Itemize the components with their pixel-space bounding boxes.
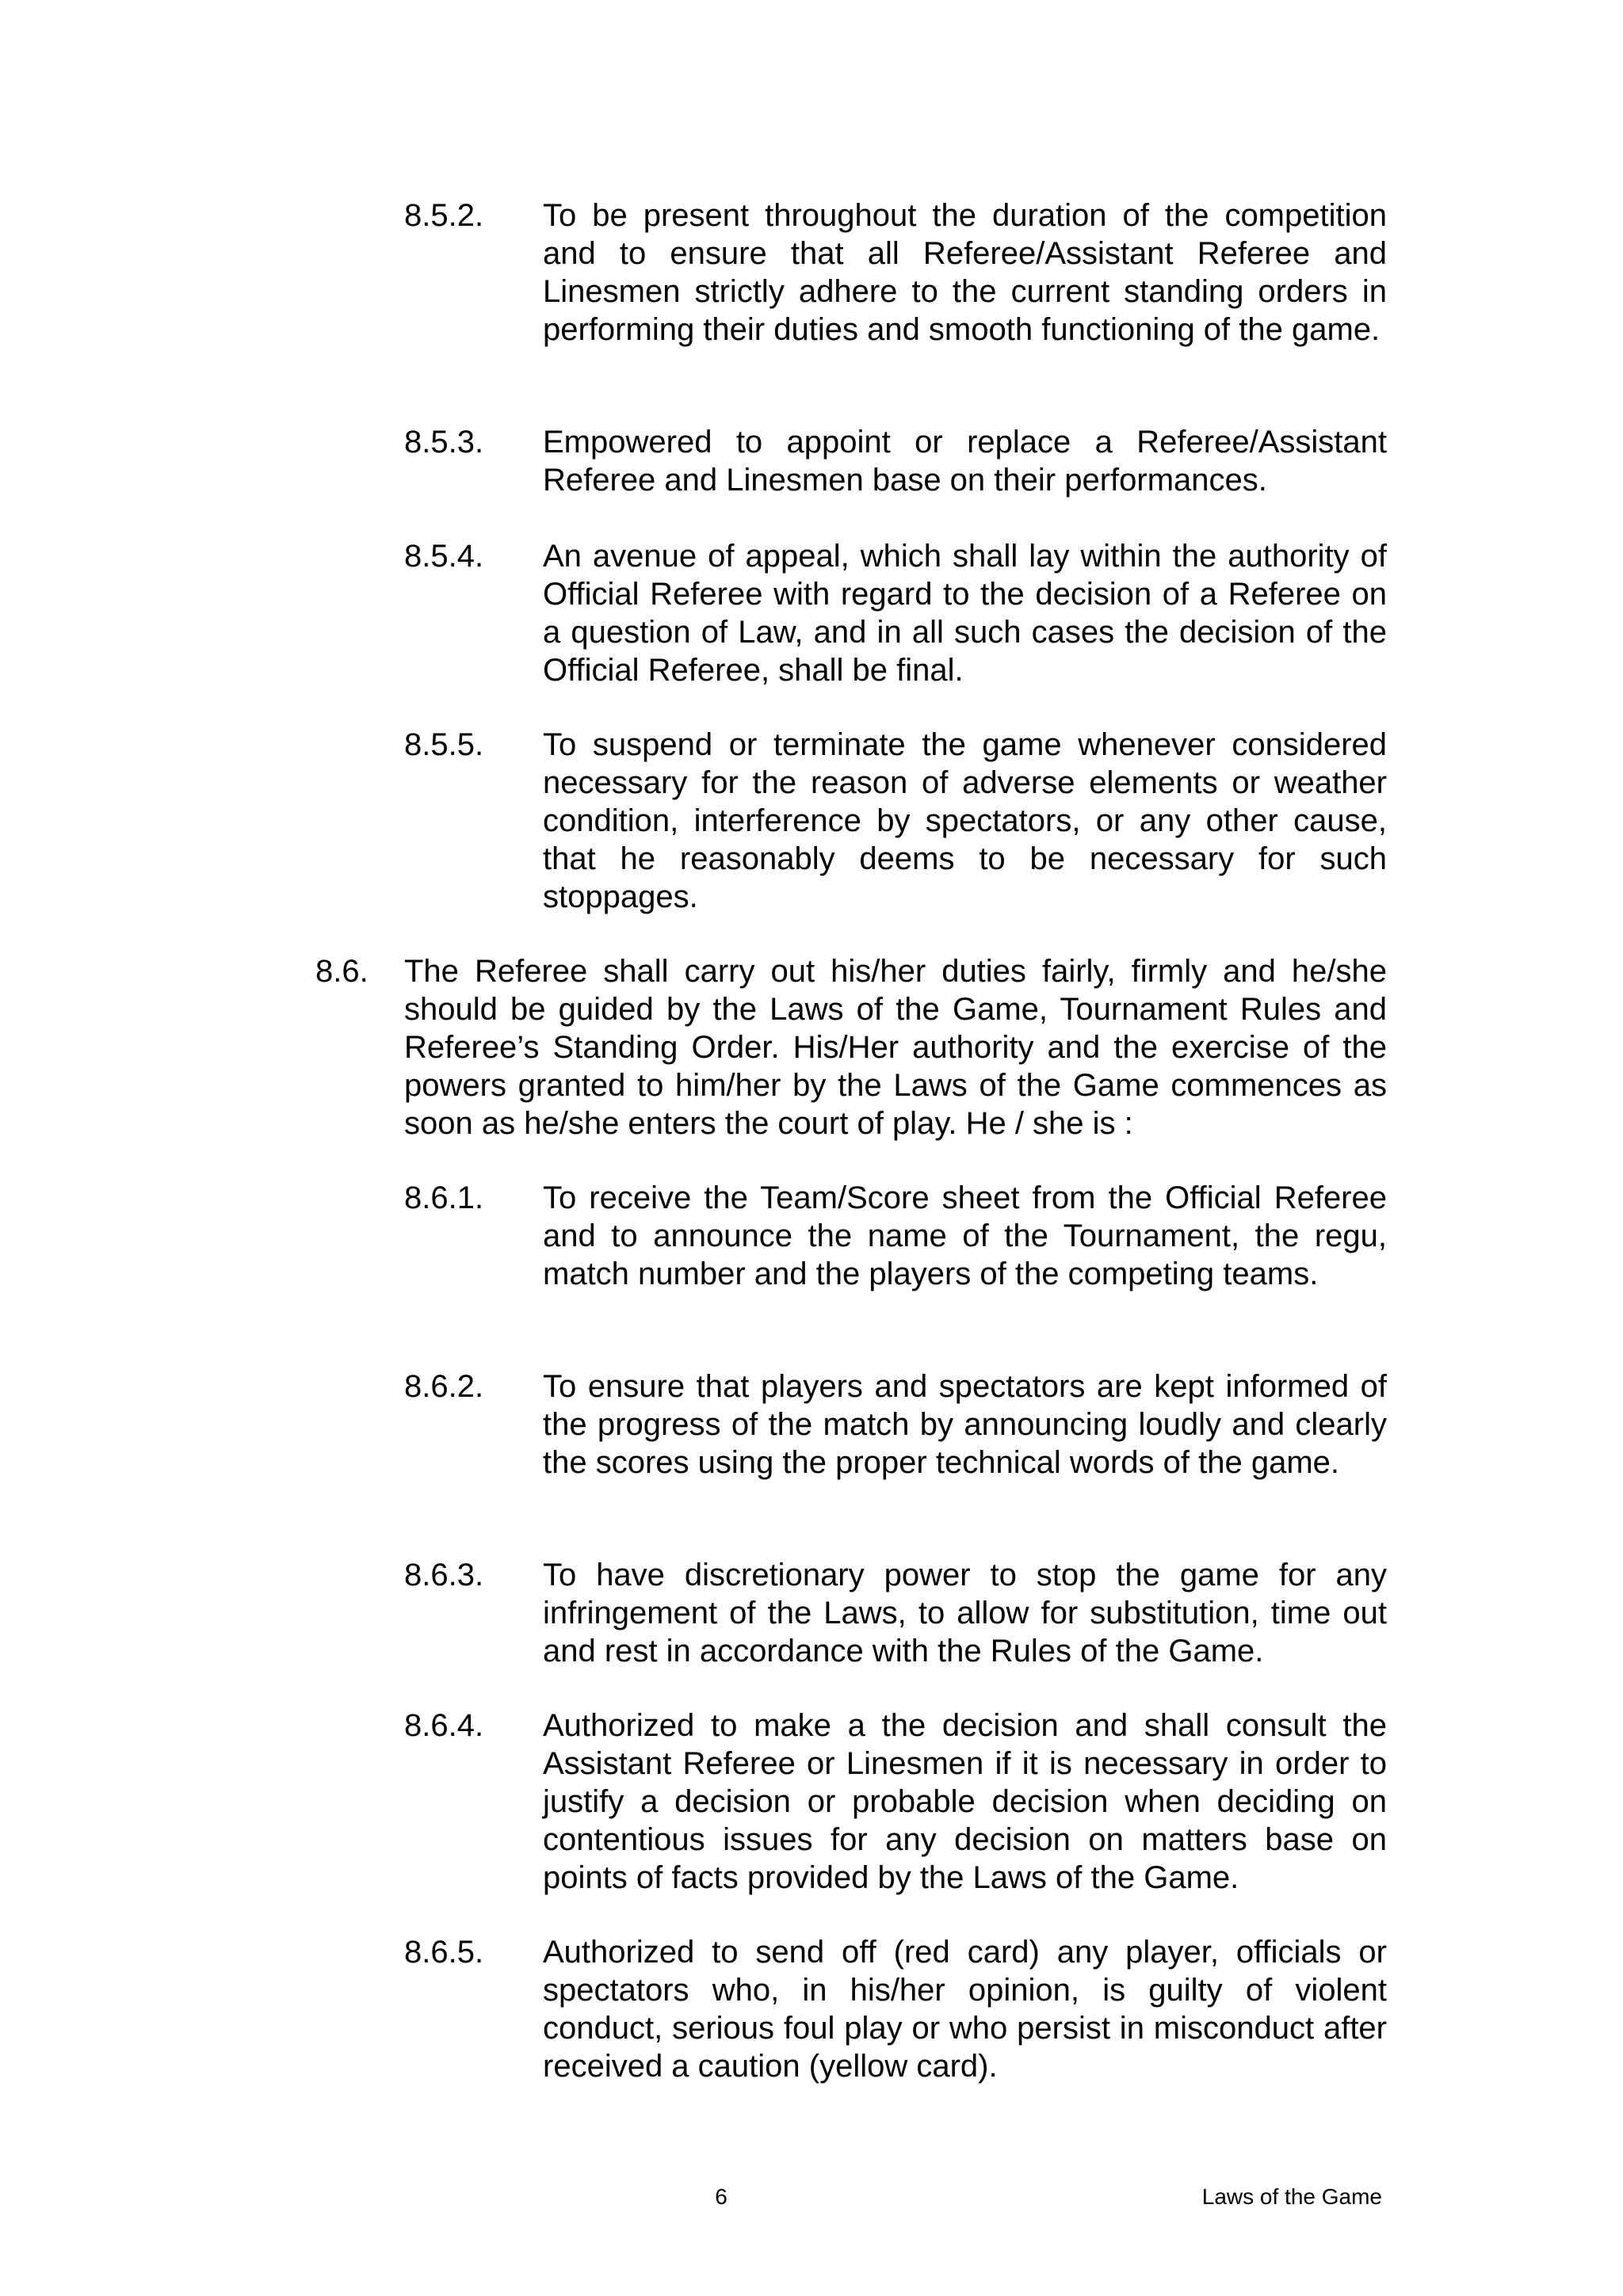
clause-text: Authorized to make a the decision and shall consult the Assistant Referee or Linesmen if it is necessary in order to justify a decision or probable decision when deciding on contentious issues for any decision on matters base on points of facts provided by the Laws of the Game. xyxy=(543,1708,1387,1895)
clause-number: 8.5.4. xyxy=(404,539,484,574)
clause-text: Authorized to send off (red card) any player, officials or spectators who, in his/her opinion, is guilty of violent conduct, serious foul play or who persist in misconduct after received a caution (yellow card). xyxy=(543,1935,1387,2084)
footer-page-number: 6 xyxy=(715,2184,727,2209)
clause-text: To ensure that players and spectators are kept informed of the progress of the match by announcing loudly and clearly the scores using the proper technical words of the game. xyxy=(543,1369,1387,1480)
clause-text: To receive the Team/Score sheet from the Official Referee and to announce the name of the Tournament, the regu, match number and the players of the competing teams. xyxy=(543,1180,1387,1291)
clause-number: 8.6. xyxy=(315,954,369,989)
footer-title: Laws of the Game xyxy=(1201,2184,1382,2209)
clause-number: 8.6.2. xyxy=(404,1369,484,1404)
clause-text: The Referee shall carry out his/her duties fairly, firmly and he/she should be guided by the Laws of the Game, Tournament Rules and Referee’s Standing Order. His/Her authority and the exercise of the powers granted to him/her by the Laws of the Game commences as soon as he/she enters the court of play. He / she is : xyxy=(404,954,1387,1141)
clause-text: To have discretionary power to stop the game for any infringement of the Laws, to allow for substitution, time out and rest in accordance with the Rules of the Game. xyxy=(543,1558,1387,1669)
clause-text: Empowered to appoint or replace a Referee/Assistant Referee and Linesmen base on their performances. xyxy=(543,425,1387,498)
clause-number: 8.6.4. xyxy=(404,1708,484,1743)
clause-number: 8.6.5. xyxy=(404,1935,484,1970)
clause-number: 8.5.2. xyxy=(404,198,484,233)
clause-text: To be present throughout the duration of the competition and to ensure that all Referee/Assistant Referee and Linesmen strictly adhere to the current standing orders in performing their duties and smooth functioning of the game. xyxy=(543,198,1387,347)
clause-number: 8.6.3. xyxy=(404,1558,484,1592)
clause-number: 8.5.3. xyxy=(404,425,484,460)
clause-number: 8.5.5. xyxy=(404,727,484,762)
clause-text: An avenue of appeal, which shall lay within the authority of Official Referee with regard to the decision of a Referee on a question of Law, and in all such cases the decision of the Official Referee, shall be final. xyxy=(543,539,1387,688)
clause-number: 8.6.1. xyxy=(404,1180,484,1215)
clause-text: To suspend or terminate the game whenever considered necessary for the reason of adverse elements or weather condition, interference by spectators, or any other cause, that he reasonably deems to be necessary for such stoppages. xyxy=(543,727,1387,914)
